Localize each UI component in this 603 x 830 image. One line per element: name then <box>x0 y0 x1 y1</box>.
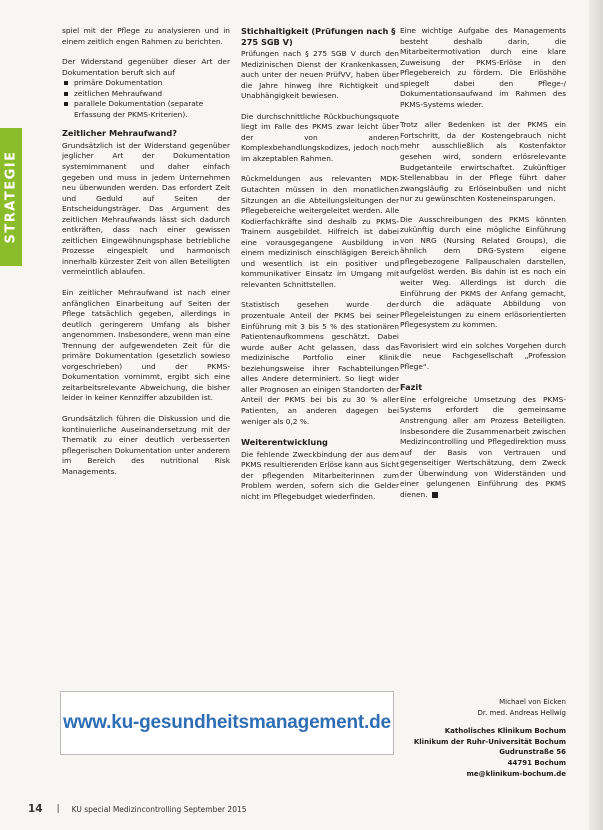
col1-paragraph-4: Ein zeitlicher Mehraufwand ist nach einer anfänglichen Einarbeitung auf Seiten der Pflege tatsächlich gegeben, allerdings in deutlich geringerem Umfang als bisher angenommen. Insbesondere, wenn man eine Trennung der aufgewendeten Zeit für die primäre Dokumentation (gesetzlich sowieso vorgeschrieben) und der PKMS-Dokumentation vornimmt, ergibt sich eine zeitarbeitsrelevante Abweichung, die bisher leider in keiner Kennziffer abzubilden ist. <box>62 287 230 403</box>
author-block <box>408 697 566 779</box>
author-street: Gudrunstraße 56 <box>499 748 566 757</box>
column-1 <box>62 26 230 487</box>
heading-zeitlicher-mehraufwand: Zeitlicher Mehraufwand? <box>62 128 177 139</box>
author-name-1: Michael von Eicken <box>499 698 566 706</box>
heading-fazit: Fazit <box>400 382 423 393</box>
column-2 <box>241 26 399 512</box>
col1-paragraph-3: Grundsätzlich ist der Widerstand gegenüber jeglicher Art der Dokumentation systemimmanent und daher einfach gegeben und muss in jedem Unternehmen neu überwunden werden. Das erfordert Zeit und Geduld auf Seiten der Entscheidungsträger. Das Argument des zeitlichen Mehraufwands lässt sich dadurch entkräften, dass nach einer gewissen zeitlichen Eingewöhnungsphase betriebliche Prozesse eingespielt und harmonisch innerhalb kürzester Zeit von allen Beteiligten vermeintlich ablaufen. <box>62 140 230 277</box>
heading-stichhaltigkeit: Stichhaltigkeit (Prüfungen nach § 275 SGB V) <box>241 26 396 47</box>
author-email[interactable]: me@klinikum-bochum.de <box>466 769 566 778</box>
col1-paragraph-1: spiel mit der Pflege zu analysieren und in einem zeitlich engen Rahmen zu berichten. <box>62 26 230 46</box>
col1-paragraph-5: Grundsätzlich führen die Diskussion und die kontinuierliche Auseinandersetzung mit der Thematik zu einer deutlich verbesserten pflegerischen Dokumentation unter anderem im Bereich des nutritional Risk Managements. <box>62 414 230 476</box>
footer-separator: | <box>56 804 60 814</box>
author-institution: Katholisches Klinikum Bochum <box>444 727 566 736</box>
author-name-2: Dr. med. Andreas Hellwig <box>477 708 566 717</box>
list-item: parallele Dokumentation (separate Erfassung der PKMS-Kriterien). <box>70 99 230 120</box>
author-institution-2: Klinikum der Ruhr-Universität Bochum <box>413 737 566 746</box>
heading-weiterentwicklung: Weiterentwicklung <box>241 437 328 448</box>
col2-paragraph-1: Prüfungen nach § 275 SGB V durch den Medizinischen Dienst der Krankenkassen, auch unter der neuen PrüfVV, haben über die Jahre hinweg ihre Richtigkeit und Unabhängigkeit bewiesen. <box>241 49 399 101</box>
col3-paragraph-5 <box>400 395 566 500</box>
advertisement-banner[interactable] <box>60 691 394 755</box>
column-3 <box>400 26 566 510</box>
section-tab-label: STRATEGIE <box>3 150 19 244</box>
list-item: zeitlichen Mehraufwand <box>70 89 230 100</box>
author-city: 44791 Bochum <box>507 758 566 767</box>
col1-paragraph-2: Der Widerstand gegenüber dieser Art der Dokumentation beruft sich auf <box>62 57 230 77</box>
col3-paragraph-3: Die Ausschreibungen des PKMS könnten zukünftig durch eine mögliche Einführung von NRG (Nursing Related Groups), die ähnlich dem DRG-System eigene pflegebezogene Fallpauschalen darstellen, aufgelöst werden. Bis dahin ist es noch ein weiter Weg. Allerdings ist durch die Einführung der PKMS der Anfang gemacht, durch die adäquate Abbildung von Pflegeleistungen zu einem erlösorientierten Pflegesystem zu kommen. <box>400 214 566 330</box>
col2-paragraph-3: Rückmeldungen aus relevanten MDK-Gutachten müssen in den monatlichen Sitzungen an die Abteilungsleitungen der Pflegebereiche weitergeleitet werden. Alle Kodierfachkräfte sind deshalb zu PKMS-Trainern ausgebildet. Hilfreich ist dabei eine vorausgegangene Ausbildung in einem medizinisch einschlägigen Bereich und wesentlich ist ein positiver und kommunikativer Einsatz im Umgang mit relevanten Schnittstellen. <box>241 174 399 289</box>
section-tab <box>0 128 22 266</box>
col2-paragraph-4: Statistisch gesehen wurde der prozentuale Anteil der PKMS bei seiner Einführung mit 3 bis 5 % des stationären Patientenaufkommens geschätzt. Dabei wurde außer Acht gelassen, dass das medizinische Portfolio einer Klinik beziehungsweise ihrer Fachabteilungen alles Andere determiniert. So liegt wider aller Prognosen an einigen Standorten der Anteil der PKMS bei bis zu 30 % aller Patienten, an anderen dagegen bei weniger als 0,2 %. <box>241 300 399 426</box>
list-item: primäre Dokumentation <box>70 78 230 89</box>
col3-paragraph-5-text: Eine erfolgreiche Umsetzung des PKMS-Systems erfordert die gemeinsame Anstrengung aller am Prozess Beteiligten. Insbesondere die Zusammenarbeit zwischen Medizincontrolling und Pflegedirektion muss auf der Basis von Vertrauen und gegenseitiger Wertschätzung, dem Zweck der Überwindung von Widerständen und einer gelungenen Einführung des PKMS dienen. <box>400 394 566 499</box>
page-edge-shadow <box>589 0 603 830</box>
advertisement-url[interactable]: www.ku-gesundheitsmanagement.de <box>63 712 391 733</box>
end-of-article-icon <box>432 492 438 498</box>
col1-bullet-list <box>62 78 230 120</box>
col2-paragraph-5: Die fehlende Zweckbindung der aus dem PKMS resultierenden Erlöse kann aus Sicht der pflegenden Mitarbeiterinnen zum Problem werden, sofern sich die Gelder nicht im Pflegebudget wiederfinden. <box>241 449 399 501</box>
col2-paragraph-2: Die durchschnittliche Rückbuchungsquote liegt im Falle des PKMS zwar leicht über der von anderen Komplexbehandlungskodizes, jedoch noch im akzeptablen Rahmen. <box>241 111 399 163</box>
page-number: 14 <box>28 803 43 815</box>
col3-paragraph-1: Eine wichtige Aufgabe des Managements besteht deshalb darin, die Mitarbeitermotivation durch eine klare Zuweisung der PKMS-Erlöse in den Pflegebereich zu fördern. Die Erlöshöhe spiegelt dabei den Pflege-/ Dokumentationsaufwand im Rahmen des PKMS-Systems wieder. <box>400 26 566 109</box>
col3-paragraph-4: Favorisiert wird ein solches Vorgehen durch die neue Fachgesellschaft „Profession Pflege“. <box>400 340 566 371</box>
publication-info: KU special Medizincontrolling September 2015 <box>71 804 247 814</box>
col3-paragraph-2: Trotz aller Bedenken ist der PKMS ein Fortschritt, da der Kostengebrauch nicht mehr ausschließlich als Kostenfaktor gesehen wird, sondern erlösrelevante Budgetanteile erwirtschaftet. Zukünftiger Stellenabbau in der Pflege führt daher zwangsläufig zu Erlöseinbußen und nicht nur zu gewünschten Kosteneinsparungen. <box>400 120 566 204</box>
page-footer <box>28 803 247 815</box>
